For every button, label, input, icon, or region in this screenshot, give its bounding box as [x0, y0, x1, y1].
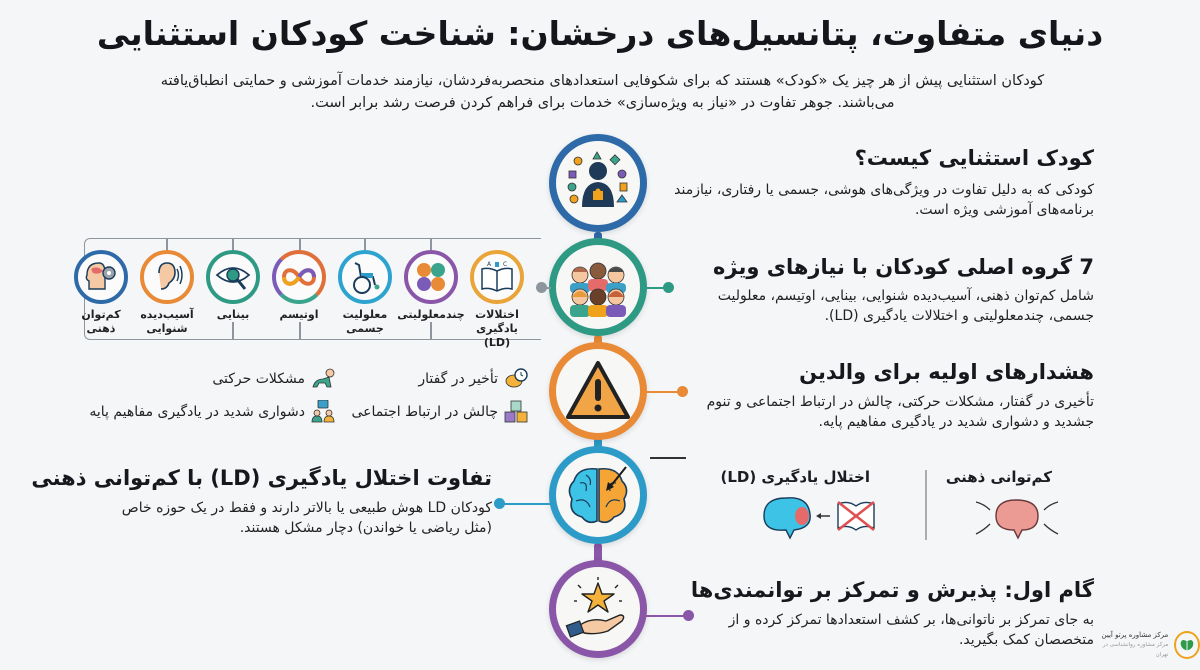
group-tick [166, 238, 168, 250]
head-gear-icon [83, 259, 119, 295]
crawling-baby-icon [311, 367, 335, 391]
warning-icon [564, 357, 632, 425]
node-warning [549, 342, 647, 440]
svg-text:A: A [487, 261, 492, 268]
wheelchair-icon [347, 259, 383, 295]
intro-line-2: می‌باشند. جوهر تفاوت در «نیاز به ویژه‌سازی» خدمات برای فراهم کردن فرصت رشد برابر است. [310, 95, 895, 111]
blocks-icon [504, 400, 528, 424]
groups-connector-dot [536, 282, 547, 293]
section-4-title: تفاوت اختلال یادگیری (LD) با کم‌توانی ذهنی [31, 466, 492, 490]
logo-tagline: مرکز مشاوره روانشناسی در تهران [1102, 642, 1169, 658]
node-brain [549, 446, 647, 544]
ld-label: اختلال یادگیری (LD) [720, 468, 870, 486]
connector-dot-2 [663, 282, 674, 293]
intro-line-1: کودکان استثنایی پیش از هر چیز یک «کودک» هستند که برای شکوفایی استعدادهای منحصربه‌فردشان، نیازمند خدمات آموزشی و حمایتی انطباق‌یافته [160, 73, 1045, 89]
children-group-icon [564, 253, 632, 321]
warning-sign-label: دشواری شدید در یادگیری مفاهیم پایه [89, 404, 305, 420]
group-tick [430, 322, 432, 340]
people-chat-icon [311, 400, 335, 424]
logo [1096, 630, 1200, 660]
group-label: چندمعلولیتی [397, 308, 465, 321]
warning-sign-label: چالش در ارتباط اجتماعی [351, 404, 498, 420]
group-intellectual [68, 250, 134, 336]
node-children-group [549, 238, 647, 336]
group-tick [430, 238, 432, 250]
svg-text:C: C [503, 261, 508, 268]
child-puzzle-icon [564, 149, 632, 217]
section-3-title: هشدارهای اولیه برای والدین [799, 360, 1094, 384]
ear-icon [149, 259, 185, 295]
group-multi-disability [398, 250, 464, 322]
group-tick [232, 238, 234, 250]
group-vision [200, 250, 266, 322]
warning-sign-learning [89, 400, 335, 424]
warning-sign-speech [418, 367, 528, 391]
book-icon [479, 259, 515, 295]
infinity-icon [281, 259, 317, 295]
group-tick [299, 238, 301, 250]
group-label: اختلالات یادگیری (LD) [475, 308, 519, 349]
group-physical [332, 250, 398, 336]
ld-brain-icon [760, 492, 880, 542]
group-label: بینایی [216, 308, 250, 321]
group-label: آسیب‌دیده شنوایی [140, 308, 194, 335]
section-5-title: گام اول: پذیرش و تمرکز بر توانمندی‌ها [690, 578, 1094, 602]
id-label: کم‌توانی ذهنی [945, 468, 1052, 486]
group-tick [232, 322, 234, 340]
section-2-title: 7 گروه اصلی کودکان با نیازهای ویژه [713, 255, 1094, 279]
group-autism [266, 250, 332, 322]
group-ld [464, 250, 530, 350]
id-brain-icon [972, 492, 1062, 542]
logo-name: مرکز مشاوره پرتو آیین [1101, 631, 1169, 639]
butterfly-logo-icon [1174, 631, 1200, 659]
section-2-body: شامل کم‌توان ذهنی، آسیب‌دیده شنوایی، بینایی، اوتیسم، معلولیت جسمی، چندمعلولیتی و اختلالات یادگیری (LD). [717, 288, 1094, 324]
section-5-body: به جای تمرکز بر ناتوانی‌ها، بر کشف استعدادها تمرکز کرده و از متخصصان کمک بگیرید. [728, 612, 1094, 648]
node-hand-star [549, 560, 647, 658]
warning-sign-label: مشکلات حرکتی [212, 371, 305, 387]
group-label: کم‌توان ذهنی [81, 308, 121, 335]
warning-sign-label: تأخیر در گفتار [418, 371, 498, 387]
section-3-body: تأخیری در گفتار، مشکلات حرکتی، چالش در ارتباط اجتماعی و تنوم جشدید و دشواری شدید در یادگیری مفاهیم پایه. [706, 394, 1094, 430]
group-label: معلولیت جسمی [342, 308, 388, 335]
speech-clock-icon [504, 367, 528, 391]
group-tick [364, 238, 366, 250]
warning-sign-social [351, 400, 528, 424]
group-label: اوتیسم [279, 308, 319, 321]
intro-paragraph [150, 70, 1055, 114]
group-tick [299, 322, 301, 340]
section-1-body: کودکی که به دلیل تفاوت در ویژگی‌های هوشی، جسمی یا رفتاری، نیازمند برنامه‌های آموزشی ویژه است. [674, 182, 1094, 218]
connector-4 [498, 503, 550, 505]
group-hearing [134, 250, 200, 336]
connector-dot-4 [494, 498, 505, 509]
eye-icon [215, 259, 251, 295]
node-child-puzzle [549, 134, 647, 232]
connector-ld-callout [650, 457, 686, 459]
warning-sign-motor [212, 367, 335, 391]
section-4-body: کودکان LD هوش طبیعی یا بالاتر دارند و فقط در یک حوزه خاص (مثل ریاضی یا خواندن) دچار مشکل هستند. [121, 500, 492, 536]
comparison-divider [925, 470, 927, 540]
page-title: دنیای متفاوت، پتانسیل‌های درخشان: شناخت کودکان استثنایی [96, 14, 1104, 53]
hand-star-icon [564, 575, 632, 643]
multi-disability-icon [413, 259, 449, 295]
brain-halves-icon [564, 461, 632, 529]
section-1-title: کودک استثنایی کیست؟ [854, 146, 1094, 170]
